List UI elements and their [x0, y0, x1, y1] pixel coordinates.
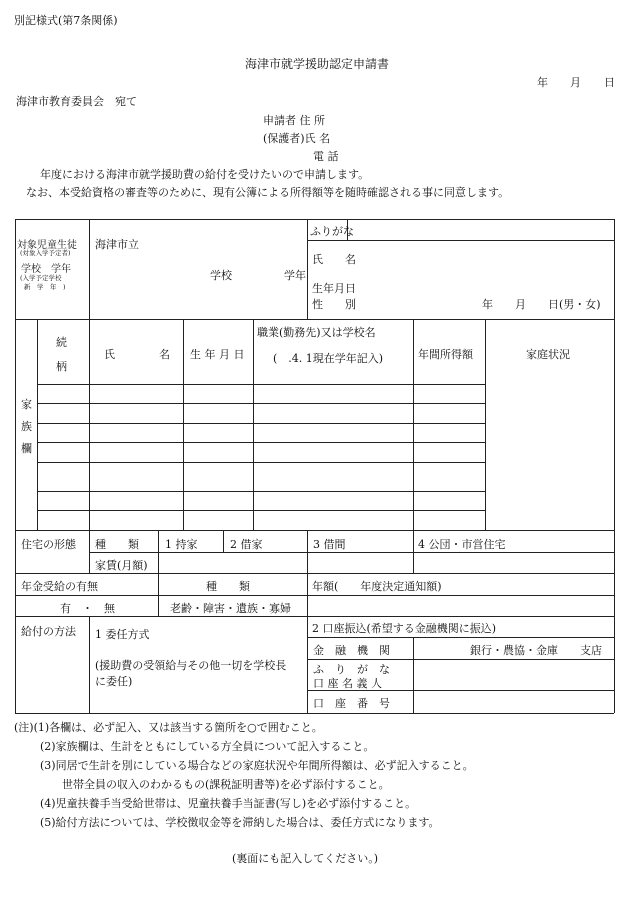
- date-year: 年: [537, 76, 548, 89]
- pension-types: 老齢・障害・遺族・寡婦: [170, 602, 291, 615]
- note-4: (4)児童扶養手当受給世帯は、児童扶養手当証書(写し)を必ず添付すること。: [40, 797, 417, 810]
- school-sub-label-2: 新 学 年 ): [24, 283, 66, 291]
- note-1: (注)(1)各欄は、必ず記入、又は該当する箇所を○で囲むこと。: [14, 721, 323, 734]
- note-3b: 世帯全員の収入のわかるもの(課税証明書等)を必ず添付すること。: [62, 778, 390, 791]
- birth-format: 年 月 日(男・女): [482, 298, 601, 311]
- note-5: (5)給付方法については、学校徴収金等を滞納した場合は、委任方式になります。: [40, 816, 440, 829]
- applicant-phone: 電 話: [313, 150, 339, 163]
- applicant-address: 申請者 住 所: [263, 114, 325, 127]
- bank-label: 金 融 機 関: [313, 644, 390, 657]
- date-day: 日: [604, 76, 615, 89]
- pension-type-label: 種 類: [206, 580, 250, 593]
- family-side-3: 欄: [21, 442, 32, 455]
- housing-opt-public: 4 公団・市営住宅: [418, 538, 506, 551]
- col-status: 家庭状況: [526, 348, 570, 361]
- grade-label: 学年: [284, 269, 306, 282]
- footer-note: (裏面にも記入してください。): [232, 852, 379, 865]
- pension-amount-label: 年額( 年度決定通知額): [312, 580, 442, 593]
- school-sub-label-1: (入学予定学校: [20, 274, 62, 282]
- family-side-1: 家: [21, 398, 32, 411]
- account-number-label: 口 座 番 号: [313, 697, 390, 710]
- account-holder-label: 口 座 名 義 人: [313, 677, 382, 690]
- furigana-label: ふりがな: [310, 225, 354, 238]
- payment-method-1: 1 委任方式: [95, 628, 150, 641]
- student-name-label: 氏 名: [312, 253, 356, 266]
- col-income: 年間所得額: [418, 348, 473, 361]
- col-job: 職業(勤務先)又は学校名: [257, 326, 376, 339]
- col-birth: 生 年 月 日: [190, 348, 245, 361]
- bank-types: 銀行・農協・金庫 支店: [470, 644, 602, 657]
- form-title: 海津市就学援助認定申請書: [245, 57, 390, 71]
- gender-label: 性 別: [312, 298, 356, 311]
- housing-opt-room: 3 借間: [313, 538, 346, 551]
- col-relation-1: 続: [56, 336, 67, 349]
- payment-label: 給付の方法: [21, 625, 76, 638]
- housing-type-label: 種 類: [95, 538, 139, 551]
- statement-2: なお、本受給資格の審査等のために、現有公簿による所得額等を随時確認される事に同意します。: [26, 186, 510, 199]
- city-label: 海津市立: [95, 238, 139, 251]
- birth-label: 生年月日: [312, 282, 356, 295]
- col-relation-2: 柄: [56, 360, 67, 373]
- date-month: 月: [570, 76, 581, 89]
- addressee: 海津市教育委員会 宛て: [16, 95, 137, 108]
- statement-1: 年度における海津市就学援助費の給付を受けたいので申請します。: [40, 168, 370, 181]
- housing-opt-rent: 2 借家: [230, 538, 263, 551]
- col-job-note: ( .4. 1現在学年記入): [273, 352, 384, 365]
- note-2: (2)家族欄は、生計をともにしている方全員について記入すること。: [40, 740, 375, 753]
- account-furigana-label: ふ り が な: [313, 663, 390, 676]
- payment-method-1-desc-1: (援助費の受領給与その他一切を学校長: [95, 659, 287, 672]
- housing-opt-own: 1 持家: [165, 538, 198, 551]
- payment-method-1-desc-2: に委任): [95, 675, 133, 688]
- student-label: 対象児童生徒: [17, 240, 77, 251]
- col-name: 氏 名: [104, 348, 170, 361]
- form-reference: 別記様式(第7条関係): [14, 14, 118, 27]
- school-grade-label: 学校 学年: [21, 264, 71, 275]
- school-label: 学校: [210, 269, 232, 282]
- pension-yes-no: 有 ・ 無: [60, 602, 115, 615]
- family-side-2: 族: [21, 420, 32, 433]
- note-3: (3)同居で生計を別にしている場合などの家庭状況や年間所得額は、必ず記入すること。: [40, 759, 474, 772]
- pension-label: 年金受給の有無: [21, 580, 98, 593]
- student-sub-label: (対象入学予定者): [20, 249, 71, 257]
- applicant-name: (保護者)氏 名: [263, 132, 331, 145]
- rent-label: 家賃(月額): [95, 559, 148, 572]
- housing-label: 住宅の形態: [21, 538, 76, 551]
- payment-method-2: 2 口座振込(希望する金融機関に振込): [312, 622, 497, 635]
